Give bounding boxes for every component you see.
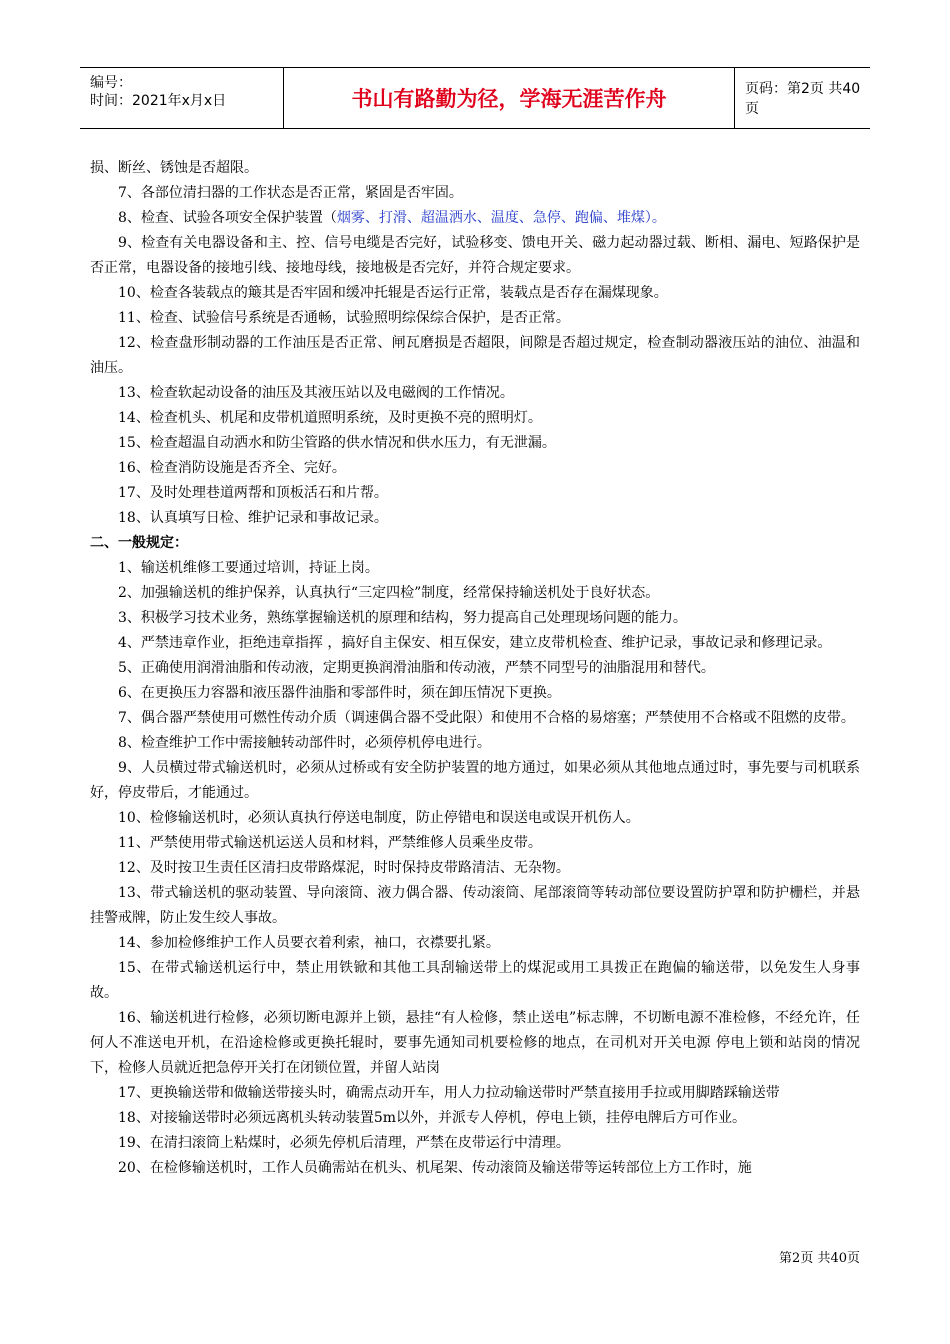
rule-item: 15、在带式输送机运行中，禁止用铁锨和其他工具刮输送带上的煤泥或用工具拨正在跑偏的输送带，以免发生人身事故。: [90, 960, 860, 1001]
document-date: 时间：2021年x月x日: [90, 93, 227, 109]
rule-item: 13、带式输送机的驱动装置、导向滚筒、液力偶合器、传动滚筒、尾部滚筒等转动部位要设置防护罩和防护栅栏，并悬挂警戒牌，防止发生绞人事故。: [90, 885, 860, 926]
rule-item: 2、加强输送机的维护保养，认真执行“三定四检”制度，经常保持输送机处于良好状态。: [118, 585, 660, 601]
paragraph: 10、检查各装载点的簸其是否牢固和缓冲托辊是否运行正常，装载点是否存在漏煤现象。: [118, 285, 668, 301]
rule-item: 16、输送机进行检修，必须切断电源并上锁，悬挂“有人检修，禁止送电”标志牌，不切断电源不准检修，不经允许，任何人不准送电开机，在沿途检修或更换托辊时，要事先通知司机要检修的地点，在司机对开关电源 停电上锁和站岗的情况下，检修人员就近把急停开关打在闭锁位置，并留人站岗: [90, 1010, 860, 1076]
rule-item: 12、及时按卫生责任区清扫皮带路煤泥，时时保持皮带路清洁、无杂物。: [118, 860, 570, 876]
page-footer: 第2页 共40页: [779, 1251, 860, 1266]
rule-item: 18、对接输送带时必须远离机头转动装置5m以外，并派专人停机，停电上锁，挂停电牌后方可作业。: [118, 1110, 746, 1126]
paragraph: 9、检查有关电器设备和主、控、信号电缆是否完好，试验移变、馈电开关、磁力起动器过载、断相、漏电、短路保护是否正常，电器设备的接地引线、接地母线，接地极是否完好，并符合规定要求。: [90, 235, 860, 276]
document-number-label: 编号：: [90, 75, 132, 91]
highlighted-text: 烟雾、打滑、超温洒水、温度、急停、跑偏、堆煤）。: [336, 210, 666, 226]
paragraph: 17、及时处理巷道两帮和顶板活石和片帮。: [118, 485, 388, 501]
paragraph: 16、检查消防设施是否齐全、完好。: [118, 460, 346, 476]
rule-item: 14、参加检修维护工作人员要衣着利索，袖口，衣襟要扎紧。: [118, 935, 500, 951]
rule-item: 17、更换输送带和做输送带接头时，确需点动开车，用人力拉动输送带时严禁直接用手拉或用脚踏踩输送带: [118, 1085, 780, 1101]
header-motto: 书山有路勤为径，学海无涯苦作舟: [283, 68, 735, 128]
rule-item: 19、在清扫滚筒上粘煤时，必须先停机后清理，严禁在皮带运行中清理。: [118, 1135, 570, 1151]
paragraph: 13、检查软起动设备的油压及其液压站以及电磁阀的工作情况。: [118, 385, 514, 401]
header-page-number: 页码：第2页 共40页: [745, 81, 861, 117]
paragraph: 14、检查机头、机尾和皮带机道照明系统，及时更换不亮的照明灯。: [118, 410, 542, 426]
rule-item: 5、正确使用润滑油脂和传动液，定期更换润滑油脂和传动液，严禁不同型号的油脂混用和替代。: [118, 660, 715, 676]
rule-item: 4、严禁违章作业，拒绝违章指挥 ，搞好自主保安、相互保安，建立皮带机检查、维护记录，事故记录和修理记录。: [118, 635, 832, 651]
document-body: [90, 156, 860, 1181]
paragraph-text: 8、检查、试验各项安全保护装置（: [118, 210, 337, 226]
paragraph: 15、检查超温自动洒水和防尘管路的供水情况和供水压力，有无泄漏。: [118, 435, 556, 451]
rule-item: 6、在更换压力容器和液压器件油脂和零部件时，须在卸压情况下更换。: [118, 685, 561, 701]
paragraph: 12、检查盘形制动器的工作油压是否正常、闸瓦磨损是否超限，间隙是否超过规定，检查制动器液压站的油位、油温和油压。: [90, 335, 860, 376]
paragraph-item-8: [90, 206, 860, 231]
rule-item: 9、人员横过带式输送机时，必须从过桥或有安全防护装置的地方通过，如果必须从其他地点通过时，事先要与司机联系好，停皮带后，才能通过。: [90, 760, 860, 801]
rule-item: 3、积极学习技术业务，熟练掌握输送机的原理和结构，努力提高自己处理现场问题的能力。: [118, 610, 687, 626]
rule-item: 7、偶合器严禁使用可燃性传动介质（调速偶合器不受此限）和使用不合格的易熔塞；严禁使用不合格或不阻燃的皮带。: [118, 710, 855, 726]
rule-item: 1、输送机维修工要通过培训，持证上岗。: [118, 560, 379, 576]
section-heading: 二、一般规定：: [90, 535, 188, 551]
rule-item: 8、检查维护工作中需接触转动部件时，必须停机停电进行。: [118, 735, 491, 751]
header-info: [80, 68, 283, 128]
paragraph: 7、各部位清扫器的工作状态是否正常，紧固是否牢固。: [118, 185, 463, 201]
rule-item: 20、在检修输送机时，工作人员确需站在机头、机尾架、传动滚筒及输送带等运转部位上方工作时，施: [118, 1160, 752, 1176]
rule-item: 10、检修输送机时，必须认真执行停送电制度，防止停错电和误送电或误开机伤人。: [118, 810, 640, 826]
paragraph: 18、认真填写日检、维护记录和事故记录。: [118, 510, 388, 526]
paragraph: 损、断丝、锈蚀是否超限。: [90, 160, 258, 176]
page-header: [80, 67, 870, 129]
rule-item: 11、严禁使用带式输送机运送人员和材料，严禁维修人员乘坐皮带。: [118, 835, 542, 851]
paragraph: 11、检查、试验信号系统是否通畅，试验照明综保综合保护，是否正常。: [118, 310, 570, 326]
